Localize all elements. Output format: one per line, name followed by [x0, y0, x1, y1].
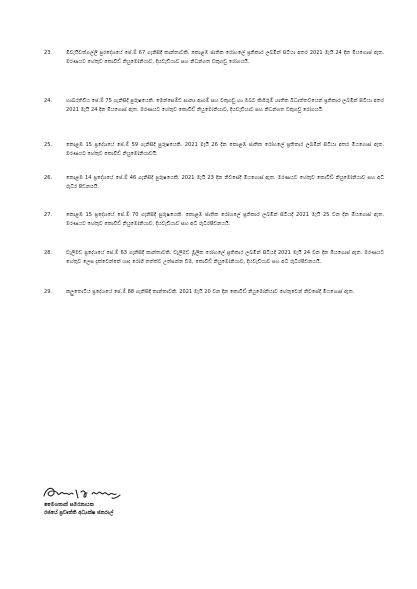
item-number: 29. [44, 289, 53, 295]
list-item [44, 49, 384, 67]
item-text: කොළඹ 15 ප්‍රදේශයේ පේ.ම් 70 ගැනිසිදී පුරුෂයෙකි. කොළඹ ජාතික රෝහලේ ප්‍රතිකාර ලබමින් සිටියදී 2021 මැයි 25 වන දින මියගොස් ඇත. මරණයට හේතුව කොවිඩ් නියුමෝනියාව, දියවැඩියාව සහ අධි රුධිරපීඩනයයි. [66, 212, 384, 228]
item-text: කොළඹ 14 ප්‍රදේශයේ පේ.ම් 46 ගැනිසිදී පුරුෂයෙකි. 2021 මැයි 23 දින නිවසේදී මියගොස් ඇත. මරණයට හේතුව කොවිඩ් නියුමෝනියාව සහ අධි රුධිර පීඩනයයි. [66, 175, 384, 191]
item-number: 27. [44, 212, 53, 218]
item-text: කලුතොටිය ප්‍රදේශයේ පේ.ම් 88 ගැනිසිදී කාන්තාවකි. 2021 මැයි 20 වන දින කොවිඩ් නියුමෝනියාව හේතුවෙන් නිවසේදී මියගොස් ඇත. [66, 289, 355, 295]
list-item [44, 174, 384, 192]
signatory-title: රජයේ ප්‍රවෘත්ති අධ්‍යක්ෂ ජනරාල් [44, 510, 114, 516]
list-item [44, 249, 384, 267]
item-text: වැලිමඩ ප්‍රදේශයේ පේ.ම් 63 ගැනිසිදී කාන්තාවකි. වැලිමඩ මූලික රෝහලේ ප්‍රතිකාර ලබමින් සිටියදී 2021 මැයි 24 වන දින මියගොස් ඇත. මරණයට හේතුව ලෙස දැක්වෙන්නේ හෘද රෝගී තත්ත්ව උත්සන්න වීම, කොවිඩ් නියුමෝනියාව, දියවැඩියාව සහ අධි රුධිරපීඩනයයි. [66, 250, 384, 266]
item-number: 24. [44, 98, 53, 104]
item-text: කොළඹ 15 ප්‍රදේශයේ පේ.ම් 59 ගැනිසිදී පුරුෂයෙකි. 2021 මැයි 26 දින කොළඹ ජාතික රෝහලේ ප්‍රතිකාර ලබමින් සිටියා අතර මියගොස් ඇත. මරණයට හේතුව කොවිඩ් නියුමෝනියාවයි. [66, 142, 384, 158]
signatory-name: මෛගතාන් සමරනායක [44, 502, 94, 508]
item-number: 26. [44, 175, 53, 181]
item-number: 23. [44, 50, 53, 56]
list-item [44, 211, 384, 229]
list-item [44, 288, 384, 297]
item-text: මිවැයිවත්ගල්ලි පුරදේශයේ පේ.ම් 67 ගැනිසිදී කාන්තාවකි. කොළඹ ජාතික රෝහලේ ප්‍රතිකාර ලබමින් සිටියා අතර 2021 මැයි 24 දින මියගොස් ඇත. මරණයට හේතුව කොවිඩ් නියුමෝනියාව, දියවැඩියාව සහ නිධන්ගත වකුගඩු රෝගයයි. [66, 50, 384, 66]
item-number: 28. [44, 250, 53, 256]
list-item [44, 141, 384, 159]
item-text: හාබරතිවිය පේ.ම් 75 ගැනිසිදී පුරුෂයෙකි. මෙන්සෙම්ඩ සාන්‍ය ආගම් සහ වකුගඩු හා ඔබට කිහිරුම් ශාතික බිධාත්තවයෙන් ප්‍රතිකාර ලබමින් සිටියා අතර 2021 මැයි 24 දින මියගොස් ඇත. මරණයට හේතුව කොවිඩ් නියුමෝනියාව, දියවැඩියාව සහ නිධන්ගත වකුගඩු රෝගයයි. [66, 98, 384, 114]
item-number: 25. [44, 142, 53, 148]
list-item [44, 97, 384, 115]
